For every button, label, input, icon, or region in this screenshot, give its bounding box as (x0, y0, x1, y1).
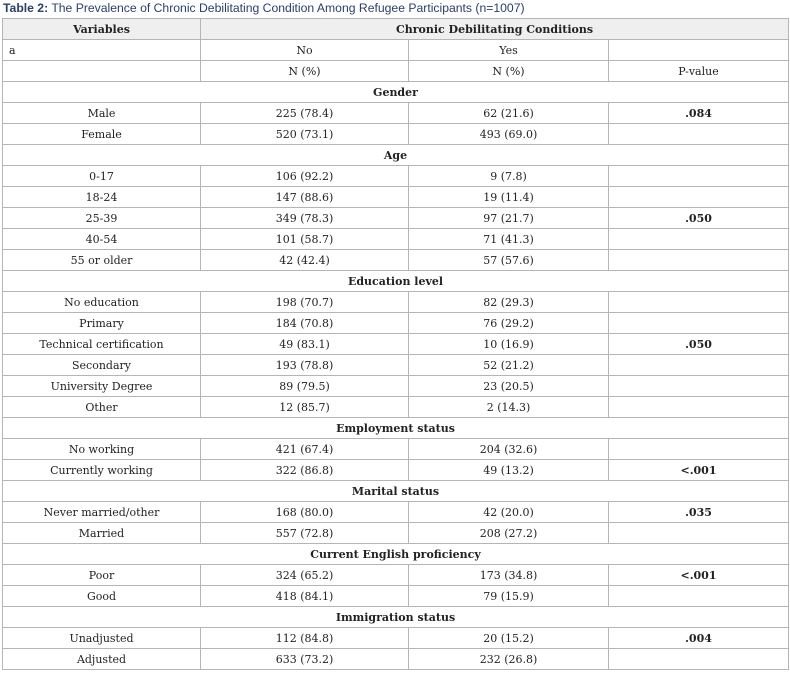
cell-no: 12 (85.7) (201, 397, 409, 418)
table-row (3, 397, 789, 418)
table-row (3, 439, 789, 460)
table-row (3, 355, 789, 376)
table-body (3, 19, 789, 670)
cell-pvalue: <.001 (609, 565, 789, 586)
cell-pvalue (609, 586, 789, 607)
cell-pvalue: .004 (609, 628, 789, 649)
prevalence-table (2, 18, 789, 670)
row-label: Good (3, 586, 201, 607)
cell-no: 225 (78.4) (201, 103, 409, 124)
row-label: Technical certification (3, 334, 201, 355)
row-label: No education (3, 292, 201, 313)
cell-yes: 23 (20.5) (409, 376, 609, 397)
table-caption (3, 0, 525, 17)
units-blank (3, 61, 201, 82)
cell-no: 193 (78.8) (201, 355, 409, 376)
cell-yes: 208 (27.2) (409, 523, 609, 544)
subheader-yes: Yes (409, 40, 609, 61)
row-label: Adjusted (3, 649, 201, 670)
row-label: Poor (3, 565, 201, 586)
cell-pvalue: <.001 (609, 460, 789, 481)
section-row (3, 607, 789, 628)
header-variables: Variables (3, 19, 201, 40)
section-row (3, 145, 789, 166)
cell-yes: 9 (7.8) (409, 166, 609, 187)
section-title: Employment status (3, 418, 789, 439)
caption-text: The Prevalence of Chronic Debilitating Condition Among Refugee Participants (n=1007) (48, 1, 525, 15)
table-row (3, 229, 789, 250)
cell-no: 349 (78.3) (201, 208, 409, 229)
subheader-a: a (3, 40, 201, 61)
cell-pvalue (609, 166, 789, 187)
section-row (3, 544, 789, 565)
cell-no: 557 (72.8) (201, 523, 409, 544)
cell-no: 322 (86.8) (201, 460, 409, 481)
row-label: Primary (3, 313, 201, 334)
cell-no: 184 (70.8) (201, 313, 409, 334)
section-title: Gender (3, 82, 789, 103)
cell-pvalue: .050 (609, 334, 789, 355)
cell-yes: 97 (21.7) (409, 208, 609, 229)
cell-no: 42 (42.4) (201, 250, 409, 271)
subheader-blank (609, 40, 789, 61)
section-row (3, 418, 789, 439)
cell-pvalue (609, 649, 789, 670)
row-label: University Degree (3, 376, 201, 397)
cell-no: 168 (80.0) (201, 502, 409, 523)
cell-pvalue (609, 439, 789, 460)
cell-pvalue (609, 250, 789, 271)
cell-yes: 232 (26.8) (409, 649, 609, 670)
cell-pvalue (609, 313, 789, 334)
section-row (3, 481, 789, 502)
cell-no: 49 (83.1) (201, 334, 409, 355)
subheader-row (3, 40, 789, 61)
cell-pvalue (609, 376, 789, 397)
table-row (3, 208, 789, 229)
cell-yes: 71 (41.3) (409, 229, 609, 250)
table-row (3, 334, 789, 355)
table-row (3, 103, 789, 124)
units-pvalue: P-value (609, 61, 789, 82)
section-title: Education level (3, 271, 789, 292)
cell-pvalue (609, 229, 789, 250)
row-label: 25-39 (3, 208, 201, 229)
table-row (3, 313, 789, 334)
cell-pvalue (609, 124, 789, 145)
cell-yes: 57 (57.6) (409, 250, 609, 271)
section-row (3, 271, 789, 292)
table-row (3, 166, 789, 187)
row-label: Female (3, 124, 201, 145)
cell-yes: 79 (15.9) (409, 586, 609, 607)
table-row (3, 124, 789, 145)
section-title: Marital status (3, 481, 789, 502)
row-label: 0-17 (3, 166, 201, 187)
row-label: Married (3, 523, 201, 544)
section-title: Age (3, 145, 789, 166)
cell-no: 520 (73.1) (201, 124, 409, 145)
table-row (3, 460, 789, 481)
cell-yes: 52 (21.2) (409, 355, 609, 376)
row-label: Currently working (3, 460, 201, 481)
cell-pvalue: .084 (609, 103, 789, 124)
cell-pvalue (609, 397, 789, 418)
row-label: Never married/other (3, 502, 201, 523)
cell-no: 112 (84.8) (201, 628, 409, 649)
cell-no: 101 (58.7) (201, 229, 409, 250)
units-yes: N (%) (409, 61, 609, 82)
table-row (3, 649, 789, 670)
cell-yes: 2 (14.3) (409, 397, 609, 418)
cell-no: 324 (65.2) (201, 565, 409, 586)
row-label: 40-54 (3, 229, 201, 250)
cell-no: 418 (84.1) (201, 586, 409, 607)
row-label: Secondary (3, 355, 201, 376)
table-row (3, 586, 789, 607)
cell-yes: 10 (16.9) (409, 334, 609, 355)
caption-label: Table 2: (3, 1, 49, 15)
cell-no: 421 (67.4) (201, 439, 409, 460)
section-title: Immigration status (3, 607, 789, 628)
row-label: 55 or older (3, 250, 201, 271)
cell-yes: 173 (34.8) (409, 565, 609, 586)
cell-yes: 49 (13.2) (409, 460, 609, 481)
cell-yes: 19 (11.4) (409, 187, 609, 208)
cell-pvalue: .035 (609, 502, 789, 523)
section-title: Current English proficiency (3, 544, 789, 565)
cell-yes: 20 (15.2) (409, 628, 609, 649)
table-row (3, 376, 789, 397)
table-row (3, 292, 789, 313)
units-no: N (%) (201, 61, 409, 82)
cell-no: 106 (92.2) (201, 166, 409, 187)
cell-yes: 42 (20.0) (409, 502, 609, 523)
cell-yes: 204 (32.6) (409, 439, 609, 460)
table-row (3, 523, 789, 544)
header-row (3, 19, 789, 40)
cell-no: 89 (79.5) (201, 376, 409, 397)
cell-no: 147 (88.6) (201, 187, 409, 208)
section-row (3, 82, 789, 103)
cell-yes: 62 (21.6) (409, 103, 609, 124)
cell-pvalue (609, 355, 789, 376)
cell-yes: 76 (29.2) (409, 313, 609, 334)
cell-no: 633 (73.2) (201, 649, 409, 670)
row-label: 18-24 (3, 187, 201, 208)
table-row (3, 502, 789, 523)
cell-pvalue (609, 187, 789, 208)
row-label: Other (3, 397, 201, 418)
row-label: Unadjusted (3, 628, 201, 649)
cell-no: 198 (70.7) (201, 292, 409, 313)
cell-pvalue (609, 292, 789, 313)
table-row (3, 565, 789, 586)
cell-pvalue (609, 523, 789, 544)
subheader-no: No (201, 40, 409, 61)
cell-yes: 493 (69.0) (409, 124, 609, 145)
row-label: Male (3, 103, 201, 124)
table-row (3, 187, 789, 208)
table-row (3, 628, 789, 649)
units-row (3, 61, 789, 82)
table-row (3, 250, 789, 271)
cell-pvalue: .050 (609, 208, 789, 229)
cell-yes: 82 (29.3) (409, 292, 609, 313)
row-label: No working (3, 439, 201, 460)
header-outcome: Chronic Debilitating Conditions (201, 19, 789, 40)
